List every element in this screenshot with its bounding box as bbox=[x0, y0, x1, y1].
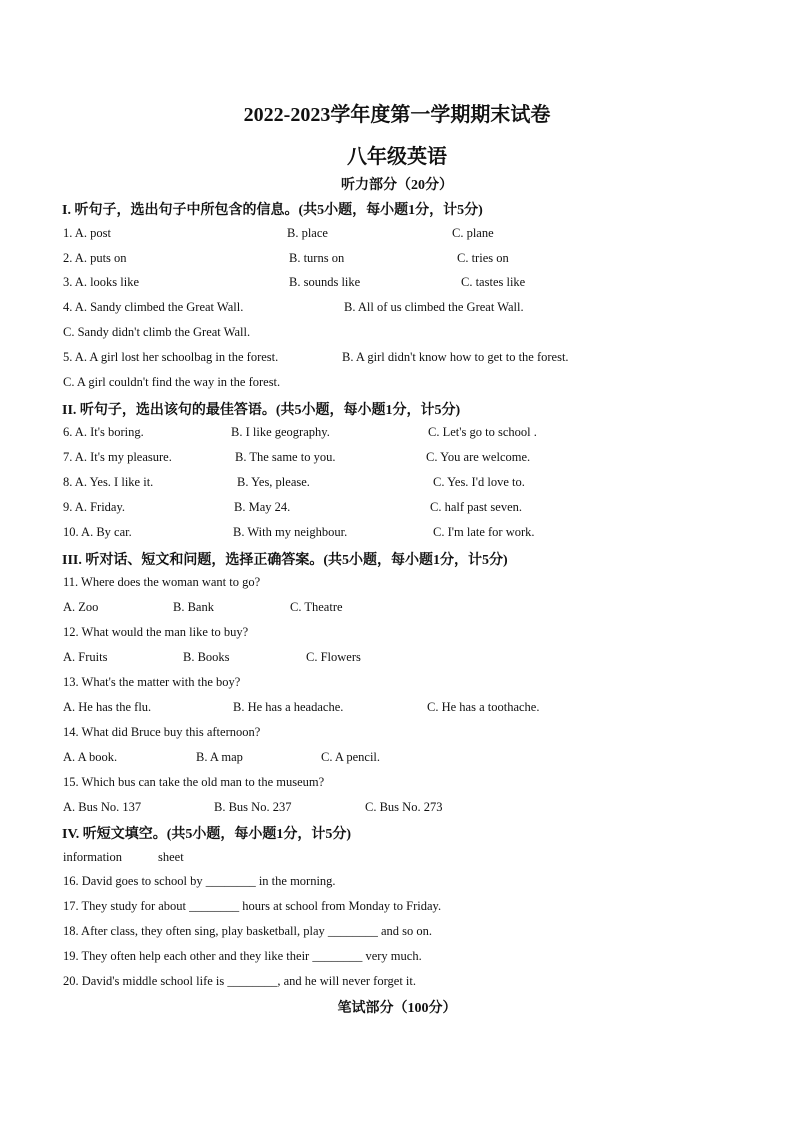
q4-option-b: B. All of us climbed the Great Wall. bbox=[344, 300, 524, 314]
q14-option-c: C. A pencil. bbox=[321, 750, 381, 764]
q12-option-b: B. Books bbox=[183, 650, 230, 664]
q14-option-b: B. A map bbox=[196, 750, 243, 764]
q10-option-b: B. With my neighbour. bbox=[233, 525, 348, 539]
q13-option-c: C. He has a toothache. bbox=[427, 700, 540, 714]
q10-option-c: C. I'm late for work. bbox=[433, 525, 535, 539]
q14-question: 14. What did Bruce buy this afternoon? bbox=[63, 725, 261, 739]
q8-option-b: B. Yes, please. bbox=[237, 475, 310, 489]
section-3-heading: III. 听对话、短文和问题，选择正确答案。(共5小题，每小题1分，计5分) bbox=[62, 553, 508, 568]
q6-option-b: B. I like geography. bbox=[231, 425, 330, 439]
section-2-heading: II. 听句子，选出该句的最佳答语。(共5小题，每小题1分，计5分) bbox=[62, 403, 461, 418]
q3-option-a: 3. A. looks like bbox=[63, 275, 140, 289]
q11-option-a: A. Zoo bbox=[63, 600, 99, 614]
exam-subtitle: 八年级英语 bbox=[347, 146, 447, 168]
q10-option-a: 10. A. By car. bbox=[63, 525, 132, 539]
q3-option-b: B. sounds like bbox=[289, 275, 361, 289]
q4-option-c: C. Sandy didn't climb the Great Wall. bbox=[63, 325, 251, 339]
q9-option-b: B. May 24. bbox=[234, 500, 291, 514]
q15-option-c: C. Bus No. 273 bbox=[365, 800, 443, 814]
q8-option-c: C. Yes. I'd love to. bbox=[433, 475, 525, 489]
q12-option-c: C. Flowers bbox=[306, 650, 361, 664]
q13-option-a: A. He has the flu. bbox=[63, 700, 152, 714]
q1-option-c: C. plane bbox=[452, 226, 494, 240]
listening-part-title: 听力部分（20分） bbox=[341, 178, 453, 193]
section-4-heading: IV. 听短文填空。(共5小题，每小题1分，计5分) bbox=[62, 827, 352, 842]
q15-option-a: A. Bus No. 137 bbox=[63, 800, 142, 814]
q18-item: 18. After class, they often sing, play basketball, play ________ and so on. bbox=[63, 924, 433, 938]
q5-option-b: B. A girl didn't know how to get to the forest. bbox=[342, 350, 569, 364]
q20-item: 20. David's middle school life is ________, and he will never forget it. bbox=[63, 974, 417, 988]
q1-option-b: B. place bbox=[287, 226, 328, 240]
q17-item: 17. They study for about ________ hours at school from Monday to Friday. bbox=[63, 899, 442, 913]
q9-option-c: C. half past seven. bbox=[430, 500, 522, 514]
q3-option-c: C. tastes like bbox=[461, 275, 526, 289]
q11-option-c: C. Theatre bbox=[290, 600, 343, 614]
q8-option-a: 8. A. Yes. I like it. bbox=[63, 475, 154, 489]
q11-option-b: B. Bank bbox=[173, 600, 214, 614]
q13-question: 13. What's the matter with the boy? bbox=[63, 675, 241, 689]
q14-option-a: A. A book. bbox=[63, 750, 118, 764]
section-1-heading: I. 听句子，选出句子中所包含的信息。(共5小题，每小题1分，计5分) bbox=[62, 203, 483, 218]
q16-item: 16. David goes to school by ________ in the morning. bbox=[63, 874, 336, 888]
q11-question: 11. Where does the woman want to go? bbox=[63, 575, 261, 589]
q1-option-a: 1. A. post bbox=[63, 226, 111, 240]
exam-title: 2022-2023学年度第一学期期末试卷 bbox=[243, 104, 551, 126]
q4-option-a: 4. A. Sandy climbed the Great Wall. bbox=[63, 300, 244, 314]
q7-option-b: B. The same to you. bbox=[235, 450, 336, 464]
info-sheet-label-left: information bbox=[63, 850, 123, 864]
q6-option-c: C. Let's go to school . bbox=[428, 425, 537, 439]
q19-item: 19. They often help each other and they like their ________ very much. bbox=[63, 949, 422, 963]
q7-option-c: C. You are welcome. bbox=[426, 450, 531, 464]
q5-option-a: 5. A. A girl lost her schoolbag in the forest. bbox=[63, 350, 279, 364]
q7-option-a: 7. A. It's my pleasure. bbox=[63, 450, 172, 464]
q6-option-a: 6. A. It's boring. bbox=[63, 425, 144, 439]
q15-option-b: B. Bus No. 237 bbox=[214, 800, 292, 814]
q2-option-a: 2. A. puts on bbox=[63, 251, 127, 265]
q13-option-b: B. He has a headache. bbox=[233, 700, 344, 714]
q5-option-c: C. A girl couldn't find the way in the forest. bbox=[63, 375, 281, 389]
info-sheet-label-right: sheet bbox=[158, 850, 184, 864]
q15-question: 15. Which bus can take the old man to the museum? bbox=[63, 775, 325, 789]
q2-option-c: C. tries on bbox=[457, 251, 509, 265]
q9-option-a: 9. A. Friday. bbox=[63, 500, 126, 514]
written-part-title: 笔试部分（100分） bbox=[337, 1001, 457, 1016]
q2-option-b: B. turns on bbox=[289, 251, 345, 265]
q12-option-a: A. Fruits bbox=[63, 650, 108, 664]
q12-question: 12. What would the man like to buy? bbox=[63, 625, 249, 639]
